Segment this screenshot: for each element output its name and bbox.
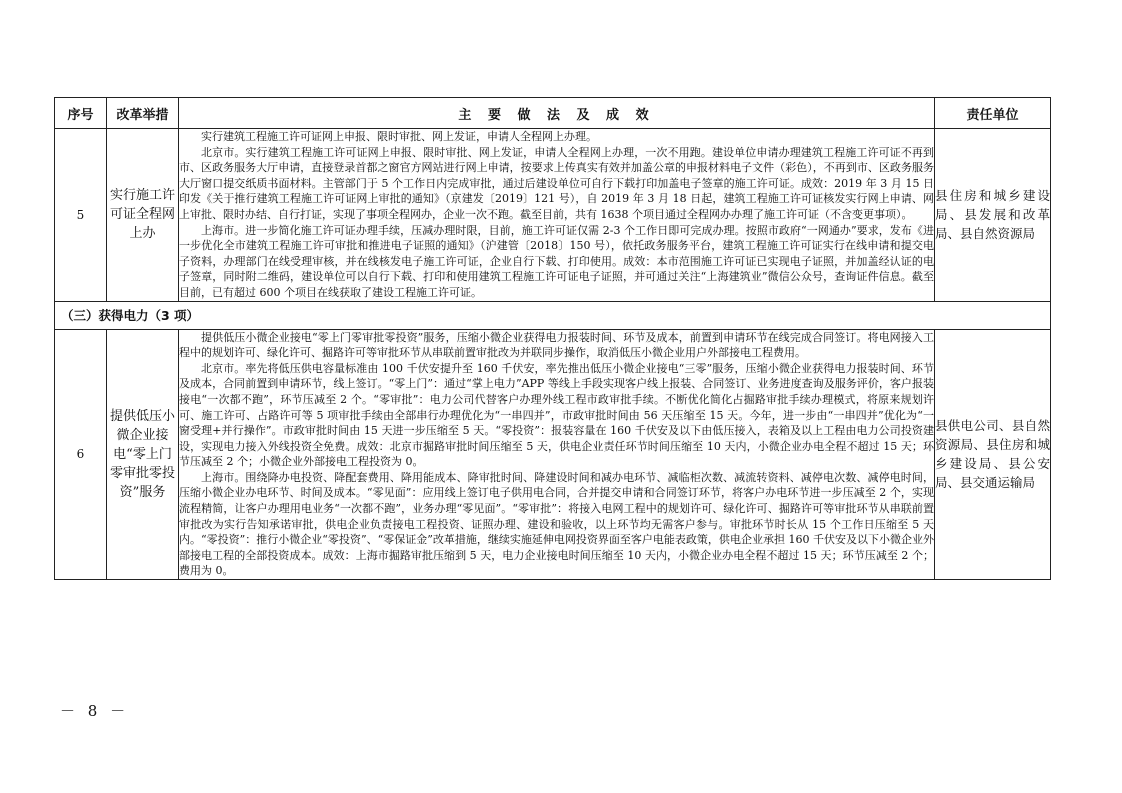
header-serial-number: 序号 — [55, 98, 107, 129]
section-row — [55, 301, 1051, 329]
practice-paragraph: 提供低压小微企业接电“零上门零审批零投资”服务，压缩小微企业获得电力报装时间、环节及成本，前置到申请环节在线完成合同签订。将电网接入工程中的规划许可、绿化许可、掘路许可等审批环节从串联前置审批改为并联同步操作，取消低压小微企业用户外部接电工程费用。 — [179, 330, 934, 360]
practice-paragraph: 北京市。率先将低压供电容量标准由 100 千伏安提升至 160 千伏安，率先推出低压小微企业接电“三零”服务，压缩小微企业获得电力报装时间、环节及成本，合同前置到申请环节，线上签订。“零上门”：通过“掌上电力”APP 等线上手段实现客户线上报装、合同签订、业务进度查询及服务评价，客户报装接电“一次都不跑”，环节压减至 2 个。“零审批”：电力公司代替客户办理外线工程市政审批手续。不断优化简化占掘路审批手续办理模式，将原来规划许可、施工许可、占路许可等 5 项审批手续由全部串行办理优化为“一串四并”，市政审批时间由 56 天压缩至 15 天。今年，进一步由“一串四并”优化为“一窗受理+并行操作”。市政审批时间由 15 天进一步压缩至 5 天。“零投资”：报装容量在 160 千伏安及以下由低压接入，表箱及以上工程由电力公司投资建设，实现电力接入外线投资全免费。成效：北京市掘路审批时间压缩至 5 天，供电企业责任环节时间压缩至 10 天内，小微企业办电全程不超过 15 天；环节压减至 2 个；小微企业外部接电工程投资为 0。 — [179, 361, 934, 469]
responsible-unit-cell: 县住房和城乡建设局、县发展和改革局、县自然资源局 — [935, 129, 1051, 302]
responsible-unit-cell: 县供电公司、县自然资源局、县住房和城乡建设局、县公安局、县交通运输局 — [935, 329, 1051, 580]
section-title: （三）获得电力（3 项） — [55, 301, 1051, 329]
row-number: 6 — [55, 329, 107, 580]
reform-measures-table — [54, 97, 1051, 580]
page-number: － 8 － — [60, 702, 130, 720]
row-number: 5 — [55, 129, 107, 302]
header-responsible-unit: 责任单位 — [935, 98, 1051, 129]
practice-paragraph: 上海市。进一步简化施工许可证办理手续，压减办理时限，目前，施工许可证仅需 2-3 个工作日即可完成办理。按照市政府“一网通办”要求，发布《进一步优化全市建筑工程施工许可审批和推进电子证照的通知》（沪建管〔2018〕150 号），依托政务服务平台，建筑工程施工许可证实行在线申请和提交电子资料，办理部门在线受理审核，并在线核发电子施工许可证，企业自行下载、打印使用。成效：本市范围施工许可证已实现电子证照，并加盖经认证的电子签章，同时附二维码，建设单位可以自行下载、打印和使用建筑工程施工许可证电子证照，并可通过关注“上海建筑业”微信公众号，查询证件信息。截至目前，已有超过 600 个项目在线获取了建设工程施工许可证。 — [179, 223, 934, 299]
reform-measure-cell: 提供低压小微企业接电“零上门零审批零投资”服务 — [107, 329, 179, 580]
header-main-practices: 主 要 做 法 及 成 效 — [179, 98, 935, 129]
reform-measure-cell: 实行施工许可证全程网上办 — [107, 129, 179, 302]
practice-paragraph: 上海市。围绕降办电投资、降配套费用、降用能成本、降审批时间、降建设时间和减办电环节、减临柜次数、减流转资料、减停电次数、减停电时间，压缩小微企业办电环节、时间及成本。“零见面”：应用线上签订电子供用电合同，合并提交申请和合同签订环节，将客户办电环节进一步压减至 2 个，实现流程精简，让客户办理用电业务“一次都不跑”，业务办理“零见面”。“零审批”：将接入电网工程中的规划许可、绿化许可、掘路许可等审批环节从串联前置审批改为实行告知承诺审批，供电企业负责接电工程投资、证照办理、建设和验收，以上环节均无需客户参与。审批环节时长从 15 个工作日压缩至 5 天内。“零投资”：推行小微企业“零投资”、“零保证金”改革措施，继续实施延伸电网投资界面至客户电能表政策，供电企业承担 160 千伏安及以下小微企业外部接电工程的全部投资成本。成效：上海市掘路审批压缩到 5 天，电力企业接电时间压缩至 10 天内，小微企业办电全程不超过 15 天；环节压减至 2 个；费用为 0。 — [179, 470, 934, 578]
practice-paragraph: 实行建筑工程施工许可证网上申报、限时审批、网上发证，申请人全程网上办理。 — [201, 130, 597, 143]
table-header-row — [55, 98, 1051, 129]
practice-paragraph: 北京市。实行建筑工程施工许可证网上申报、限时审批、网上发证，申请人全程网上办理，一次不用跑。建设单位申请办理建筑工程施工许可证不再到市、区政务服务大厅申请，直接登录首都之窗官方网站进行网上申请，按要求上传真实有效并加盖公章的申报材料电子文件（彩色），不再到市、区政务服务大厅窗口提交纸质书面材料。主管部门于 5 个工作日内完成审批，通过后建设单位可自行下载打印加盖电子签章的施工许可证。成效：2019 年 3 月 15 日印发《关于推行建筑工程施工许可证网上审批的通知》（京建发〔2019〕121 号），自 2019 年 3 月 18 日起，建筑工程施工许可证核发实行网上申请、网上审批、限时办结、自行打证，实现了事项全程网办，企业一次不跑。截至目前，共有 1638 个项目通过全程网办办理了施工许可证（不含变更事项）。 — [179, 145, 934, 221]
page-top-margin — [0, 0, 1122, 56]
practices-cell — [179, 129, 935, 302]
table-row — [55, 129, 1051, 302]
practices-cell — [179, 329, 935, 580]
header-reform-measure: 改革举措 — [107, 98, 179, 129]
table-row — [55, 329, 1051, 580]
